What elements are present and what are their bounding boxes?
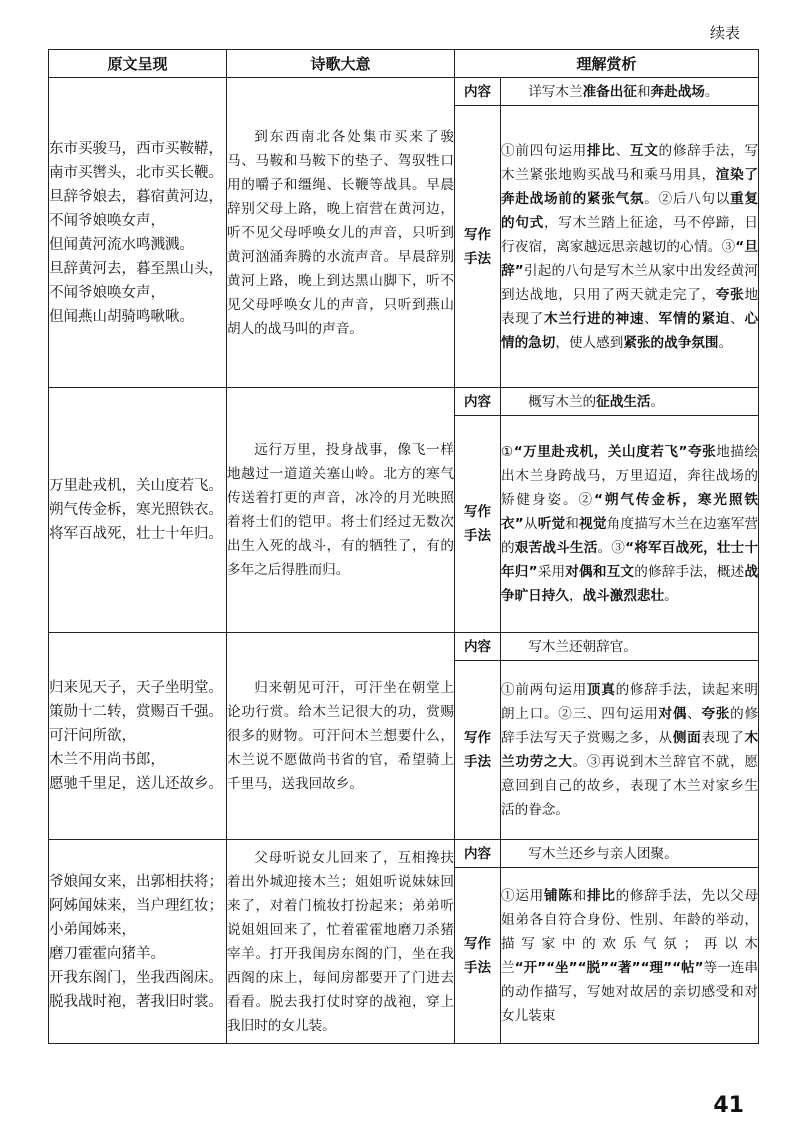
text-segment: 的修辞手法写天子赏赐之多，从 (501, 706, 759, 746)
content-summary (501, 840, 759, 868)
poem-line: 爷娘闻女来，出郭相扶将； (49, 873, 223, 890)
emphasis-text: 互文 (629, 142, 659, 159)
emphasis-text: 对偶 (658, 706, 688, 722)
emphasis-text: 夸张 (701, 706, 731, 722)
section-row (49, 840, 759, 868)
poem-meaning: 到东西南北各处集市买来了骏马、马鞍和马鞍下的垫子、驾驭牲口用的嚼子和缰绳、长鞭等战具。早晨辞别父母上路，晚上宿营在黄河边，听不见父母呼唤女儿的声音，只听到黄河汹涌奔腾的水流声音。早晨辞别黄河上路，晚上到达黑山脚下，听不见父母呼唤女儿的声音，只听到燕山胡人的战马叫的声音。 (227, 78, 455, 388)
poem-meaning: 父母听说女儿回来了，互相搀扶着出外城迎接木兰；姐姐听说妹妹回来了，对着门梳妆打扮起来；弟弟听说姐姐回来了，忙着霍霍地磨刀杀猪宰羊。打开我闺房东阁的门，坐在我西阁的床上，每间房都要开了门进去看看。脱去我打仗时穿的战袍，穿上我旧时的女儿装。 (227, 840, 455, 1044)
technique-label (455, 416, 501, 633)
text-segment: 和 (572, 887, 587, 904)
content-label: 内容 (455, 840, 501, 868)
text-segment: 、 (644, 310, 659, 327)
text-segment: 概写木兰的 (528, 393, 597, 410)
text-segment: 写木兰还朝辞官。 (528, 638, 637, 655)
poem-line: 但闻燕山胡骑鸣啾啾。 (49, 308, 194, 325)
text-segment: ①前两句运用 (501, 682, 587, 698)
emphasis-text: “旦辞” (501, 238, 759, 279)
poem-line: 磨刀霍霍向猪羊。 (49, 945, 165, 962)
content-label: 内容 (455, 388, 501, 416)
technique-label-text: 写作手法 (464, 226, 491, 267)
poem-line: 东市买骏马，西市买鞍鞯， (49, 140, 223, 157)
emphasis-text: 征战生活 (596, 393, 651, 410)
poem-line: 万里赴戎机，关山度若飞。 (49, 478, 223, 494)
section-row (49, 78, 759, 106)
text-segment: ，写木兰踏上征途，马不停蹄，日行夜宿，离家越远思亲越切的心情。③ (501, 214, 759, 255)
emphasis-text: “开”“坐”“脱”“著”“理”“帖” (514, 959, 704, 976)
original-text (49, 388, 227, 633)
section-row (49, 633, 759, 661)
emphasis-text: 战斗激烈悲壮 (582, 588, 665, 604)
emphasis-text: 视觉 (579, 516, 607, 532)
poem-line: 不闻爷娘唤女声， (49, 284, 165, 301)
poem-line: 不闻爷娘唤女声， (49, 212, 165, 229)
text-segment: ① (501, 444, 514, 460)
text-segment: 。③再说到木兰辞官不就，愿意回到自己的故乡，表现了木兰对家乡生活的眷念。 (501, 754, 759, 818)
technique-label-text: 写作手法 (464, 935, 491, 976)
emphasis-text: 心情的急切 (501, 310, 759, 351)
text-segment: 、 (687, 706, 702, 722)
continued-label: 续表 (709, 24, 740, 42)
column-header-analysis: 理解赏析 (455, 50, 759, 78)
poem-line: 南市买辔头，北市买长鞭。 (49, 164, 223, 181)
emphasis-text: 听觉 (537, 516, 566, 532)
poem-line: 开我东阁门，坐我西阁床。 (49, 969, 223, 986)
section-row (49, 388, 759, 416)
emphasis-text: 渲染了奔赴战场前的紧张气氛 (501, 166, 759, 207)
technique-analysis (501, 106, 759, 388)
content-summary (501, 633, 759, 661)
content-summary (501, 78, 759, 106)
original-text (49, 840, 227, 1044)
text-segment: 。 (650, 393, 665, 410)
emphasis-text: 顶真 (586, 682, 616, 698)
text-segment: 的修辞手法，读起来明朗上口。②三、四句运用 (501, 682, 759, 722)
text-segment: 。②后八句以 (644, 190, 731, 207)
emphasis-text: 木兰功劳之大 (501, 730, 759, 770)
text-segment: ，使人感到 (555, 334, 624, 351)
text-segment: 、 (615, 142, 630, 159)
text-segment: 地描绘出木兰身跨战马，万里迢迢，奔往战场的矫健身姿。② (501, 444, 759, 508)
poem-line: 脱我战时袍，著我旧时裳。 (49, 993, 223, 1010)
poem-line: 旦辞爷娘去，暮宿黄河边， (49, 188, 223, 205)
emphasis-text: “万里赴戎机，关山度若飞” (513, 444, 688, 460)
emphasis-text: 夸张 (687, 444, 717, 460)
poem-line: 策勋十二转，赏赐百千强。 (49, 704, 223, 720)
text-segment: ①运用 (501, 887, 544, 904)
text-segment: 详写木兰 (528, 83, 583, 100)
text-segment: 。③ (597, 540, 626, 556)
emphasis-text: 铺陈 (543, 887, 573, 904)
text-segment: 表现了 (701, 730, 745, 746)
content-label: 内容 (455, 633, 501, 661)
emphasis-text: 对偶和互文 (565, 564, 635, 580)
poem-line: 朔气传金柝，寒光照铁衣。 (49, 502, 223, 518)
poem-line: 愿驰千里足，送儿还故乡。 (49, 776, 223, 792)
text-segment: 和 (636, 83, 651, 100)
technique-label-text: 写作手法 (464, 504, 491, 544)
emphasis-text: 夸张 (715, 286, 745, 303)
column-header-meaning: 诗歌大意 (227, 50, 455, 78)
text-segment: 。 (718, 334, 733, 351)
technique-analysis (501, 416, 759, 633)
technique-analysis (501, 661, 759, 840)
text-segment: 引起的八句是写木兰从家中出发经黄河到达战地，只用了两天就走完了， (501, 262, 759, 303)
analysis-table (48, 49, 759, 1044)
technique-label (455, 106, 501, 388)
poem-meaning: 远行万里，投身战事，像飞一样地越过一道道关塞山岭。北方的寒气传送着打更的声音，冰冷的月光映照着将士们的铠甲。将士们经过无数次出生入死的战斗，有的牺牲了，有的多年之后得胜而归。 (227, 388, 455, 633)
poem-line: 阿姊闻妹来，当户理红妆； (49, 897, 223, 914)
technique-label-text: 写作手法 (464, 730, 491, 770)
poem-line: 可汗问所欲， (49, 728, 136, 744)
original-text (49, 633, 227, 840)
technique-analysis (501, 868, 759, 1044)
content-label: 内容 (455, 78, 501, 106)
poem-line: 木兰不用尚书郎， (49, 752, 165, 768)
emphasis-text: 准备出征 (582, 83, 637, 100)
technique-label (455, 661, 501, 840)
emphasis-text: “朔气传金柝，寒光照铁衣” (501, 492, 759, 532)
poem-line: 归来见天子，天子坐明堂。 (49, 680, 223, 696)
emphasis-text: 木兰行进的神速 (543, 310, 645, 327)
poem-line: 将军百战死，壮士十年归。 (49, 526, 223, 542)
text-segment: 的修辞手法，写木兰紧张地购买战马和乘马用具， (501, 142, 759, 183)
text-segment: 等一连串的动作描写，写她对故居的亲切感受和对女儿装束 (501, 959, 759, 1024)
text-segment: 写木兰还乡与亲人团聚。 (528, 845, 678, 862)
text-segment: 。 (664, 588, 678, 604)
text-segment: ①前四句运用 (501, 142, 587, 159)
text-segment: 采用 (537, 564, 566, 580)
technique-label (455, 868, 501, 1044)
text-segment: 。 (704, 83, 719, 100)
text-segment: 地表现了 (501, 286, 759, 327)
text-segment: 从 (523, 516, 538, 532)
emphasis-text: 排比 (586, 142, 616, 159)
text-segment: 的修辞手法，先以父母姐弟各自符合身份、性别、年龄的举动，描写家中的欢乐气氛；再以木兰 (501, 887, 759, 976)
emphasis-text: 排比 (586, 887, 616, 904)
original-text (49, 78, 227, 388)
text-segment: 、 (730, 310, 745, 327)
emphasis-text: 重复的句式 (501, 190, 759, 231)
text-segment: 角度描写木兰在边塞军营的 (501, 516, 759, 556)
emphasis-text: 艰苦战斗生活 (514, 540, 598, 556)
poem-line: 但闻黄河流水鸣溅溅。 (49, 236, 194, 253)
content-summary (501, 388, 759, 416)
table-header-row (49, 50, 759, 78)
page-number: 41 (713, 1093, 744, 1118)
emphasis-text: 紧张的战争氛围 (623, 334, 719, 351)
poem-line: 旦辞黄河去，暮至黑山头， (49, 260, 223, 277)
emphasis-text: 战争旷日持久 (501, 564, 759, 604)
poem-meaning: 归来朝见可汗，可汗坐在朝堂上论功行赏。给木兰记很大的功，赏赐很多的财物。可汗问木兰想要什么，木兰说不愿做尚书省的官，希望骑上千里马，送我回故乡。 (227, 633, 455, 840)
text-segment: ， (568, 588, 583, 604)
emphasis-text: 军情的紧迫 (658, 310, 731, 327)
emphasis-text: 侧面 (672, 730, 702, 746)
column-header-original: 原文呈现 (49, 50, 227, 78)
emphasis-text: “将军百战死，壮士十年归” (501, 540, 759, 580)
poem-line: 小弟闻姊来， (49, 921, 136, 938)
emphasis-text: 奔赴战场 (650, 83, 705, 100)
text-segment: 的修辞手法，概述 (634, 564, 745, 580)
text-segment: 和 (565, 516, 580, 532)
